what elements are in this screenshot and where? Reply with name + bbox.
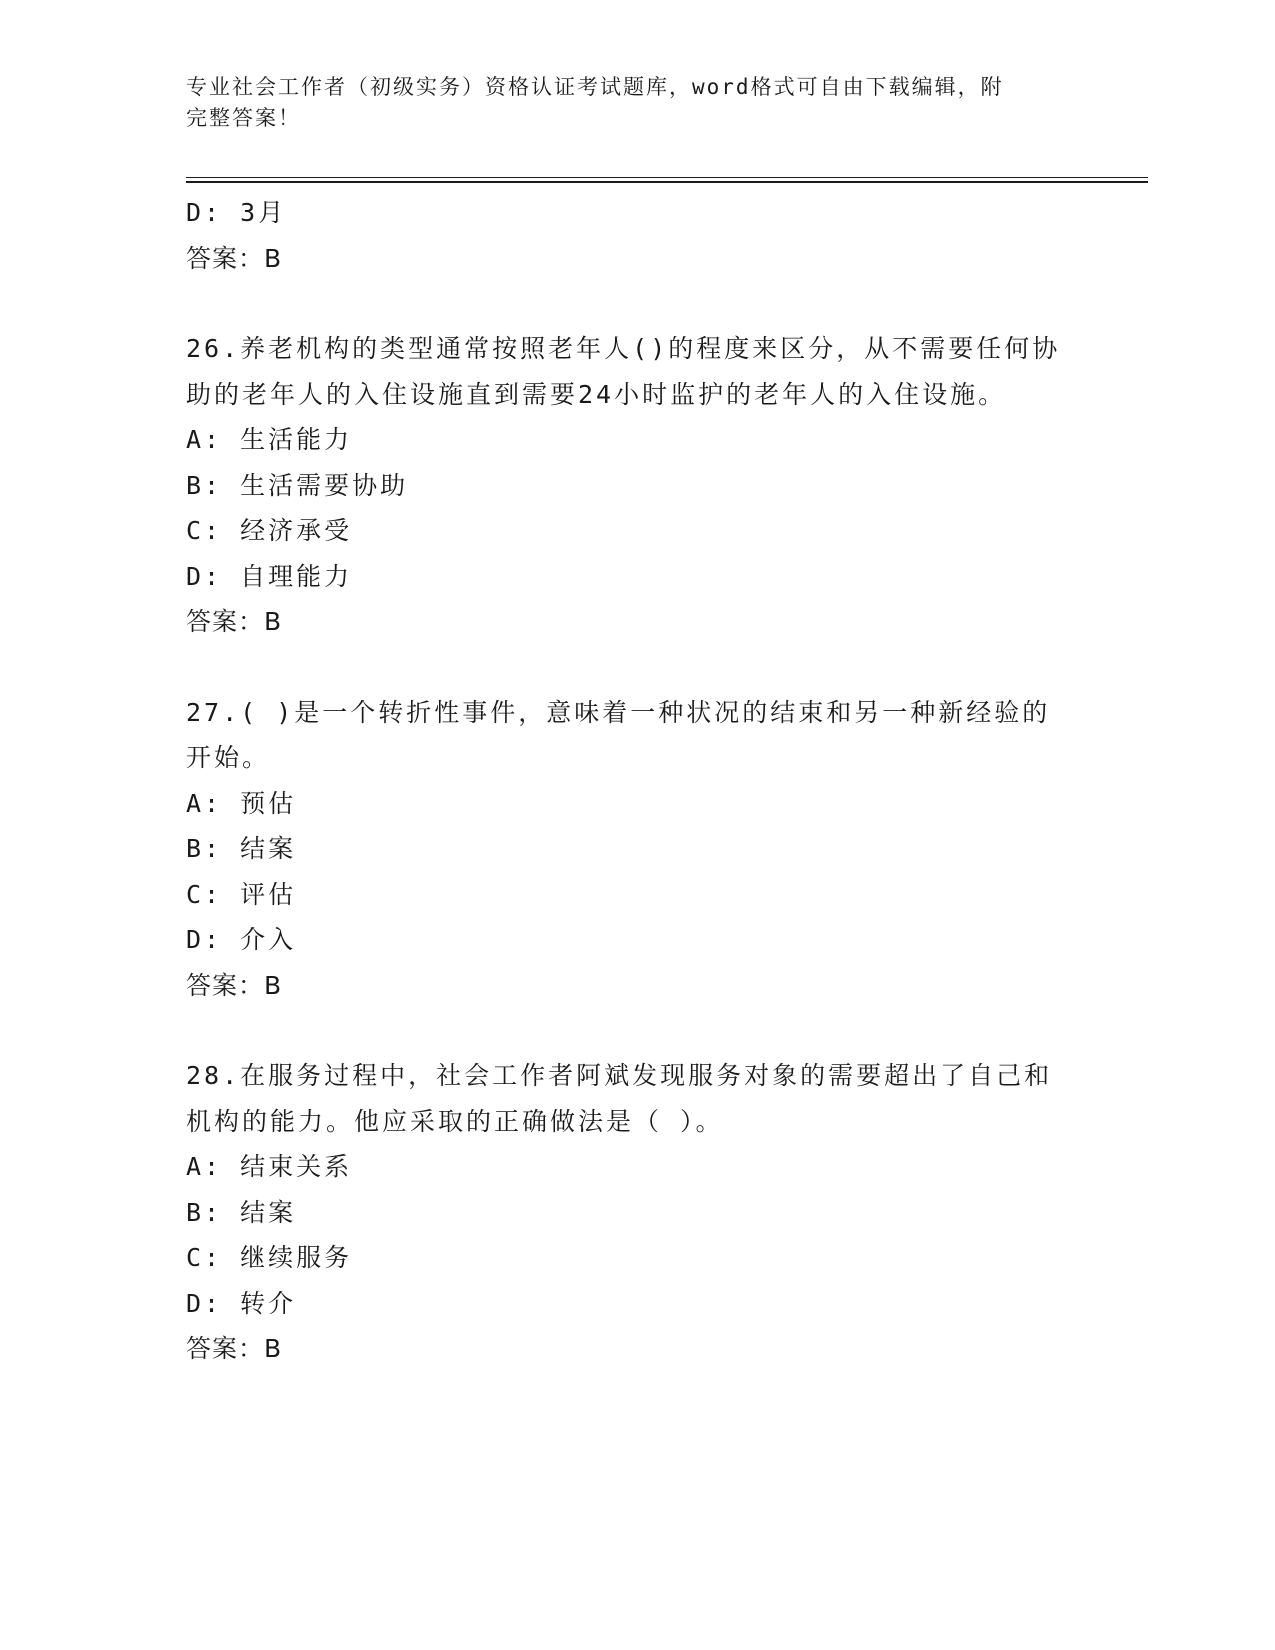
- option-a: A: 预估: [186, 788, 297, 818]
- question-27: [186, 690, 1086, 1009]
- question-list: [186, 190, 1086, 1372]
- option-a: A: 结束关系: [186, 1152, 353, 1181]
- option-d: D: 自理能力: [186, 561, 353, 591]
- option-b: B: 结案: [186, 834, 297, 863]
- option-b: B: 结案: [186, 1197, 297, 1227]
- prev-question-option-d: D: 3月: [186, 198, 287, 227]
- answer-line: 答案：B: [186, 1334, 283, 1363]
- option-c: C: 评估: [186, 879, 297, 909]
- answer-line: 答案：B: [186, 607, 283, 636]
- question-28: [186, 1053, 1086, 1372]
- question-stem-line: 26.养老机构的类型通常按照老年人()的程度来区分，从不需要任何协: [186, 334, 1061, 363]
- option-c: C: 继续服务: [186, 1243, 353, 1272]
- header-divider-thin: [186, 177, 1148, 178]
- header-divider-thick: [186, 181, 1148, 183]
- option-c: C: 经济承受: [186, 516, 353, 545]
- question-spacer: [186, 1008, 1086, 1053]
- header-line-1: 专业社会工作者（初级实务）资格认证考试题库，word格式可自由下载编辑，附: [186, 75, 1004, 99]
- prev-question-answer: 答案：B: [186, 243, 283, 273]
- question-26: [186, 326, 1086, 645]
- answer-line: 答案：B: [186, 970, 283, 1000]
- question-spacer: [186, 645, 1086, 690]
- question-stem-line: 28.在服务过程中，社会工作者阿斌发现服务对象的需要超出了自己和: [186, 1061, 1053, 1090]
- option-d: D: 介入: [186, 925, 297, 954]
- page-header: [186, 72, 1066, 134]
- question-spacer: [186, 281, 1086, 326]
- option-b: B: 生活需要协助: [186, 470, 409, 500]
- question-stem-line: 助的老年人的入住设施直到需要24小时监护的老年人的入住设施。: [186, 379, 1007, 409]
- option-a: A: 生活能力: [186, 425, 353, 454]
- question-stem-line: 27.( )是一个转折性事件，意味着一种状况的结束和另一种新经验的: [186, 697, 1051, 727]
- option-d: D: 转介: [186, 1288, 297, 1318]
- header-line-2: 完整答案！: [186, 106, 301, 130]
- question-stem-line: 开始。: [186, 743, 271, 772]
- question-stem-line: 机构的能力。他应采取的正确做法是（ ）。: [186, 1106, 724, 1136]
